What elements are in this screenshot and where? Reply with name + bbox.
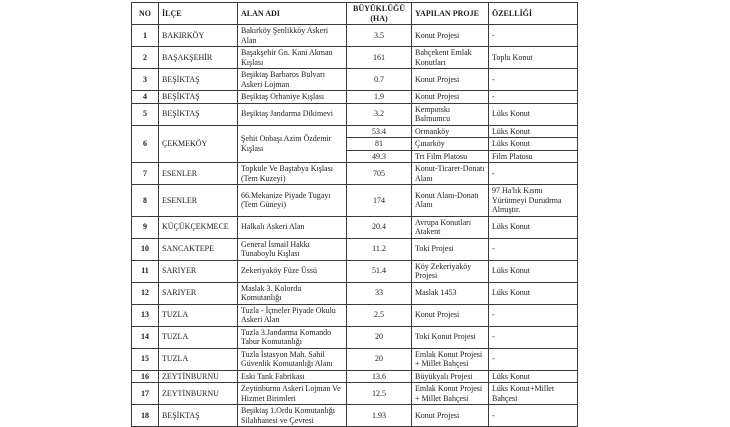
cell-ozellik: - [489,91,578,104]
cell-ilce: SARIYER [159,260,238,282]
cell-ilce: SANCAKTEPE [159,238,238,260]
table-row [132,69,578,91]
cell-ozellik: - [489,238,578,260]
column-header-proje: YAPILAN PROJE [412,3,489,25]
cell-ozellik: Lüks Konut [489,216,578,238]
table-row [132,326,578,348]
cell-no: 7 [132,163,159,185]
cell-proje: Konut Alanı-Donatı Alanı [412,185,489,217]
table-row [132,405,578,427]
cell-proje: Konut Projesi [412,91,489,104]
cell-proje: Emlak Konut Projesi + Millet Bahçesi [412,348,489,370]
cell-ilce: BAKIRKÖY [159,25,238,47]
cell-ilce: ZEYTİNBURNU [159,383,238,405]
cell-ilce: TUZLA [159,326,238,348]
cell-ozellik: - [489,163,578,185]
cell-buyukluk: 11.2 [347,238,412,260]
cell-proje: Bahçekent Emlak Konutları [412,47,489,69]
cell-ilce: BEŞİKTAŞ [159,103,238,125]
cell-buyukluk: 51.4 [347,260,412,282]
cell-alan: Beşiktaş Jandarma Dikimevi [238,103,347,125]
cell-buyukluk: 12.5 [347,383,412,405]
table-row [132,304,578,326]
cell-proje: Konut-Ticaret-Donatı Alanı [412,163,489,185]
cell-no: 9 [132,216,159,238]
cell-no: 8 [132,185,159,217]
cell-no: 14 [132,326,159,348]
header-row [132,3,578,25]
cell-ilce: ESENLER [159,185,238,217]
column-header-alan: ALAN ADI [238,3,347,25]
table-row [132,260,578,282]
cell-ozellik: Lüks Konut [489,260,578,282]
cell-proje: Toki Projesi [412,238,489,260]
cell-alan: Zekeriyaköy Füze Üssü [238,260,347,282]
cell-buyukluk: 705 [347,163,412,185]
cell-no: 3 [132,69,159,91]
cell-ozellik: Toplu Konut [489,47,578,69]
cell-buyukluk: 3.2 [347,103,412,125]
cell-no: 4 [132,91,159,104]
cell-proje: Konut Projesi [412,304,489,326]
table-row [132,238,578,260]
cell-ozellik: - [489,304,578,326]
cell-alan: Beşiktaş 1.Ordu Komutanlığı Silahhanesi ve Çevresi [238,405,347,427]
cell-no: 15 [132,348,159,370]
cell-ilce: BEŞİKTAŞ [159,405,238,427]
cell-alan: Şehit Onbaşı Azim Özdemir Kışlası [238,125,347,163]
cell-alan: Tuzla - İçmeler Piyade Okulu Askeri Alan [238,304,347,326]
cell-buyukluk: 13.6 [347,370,412,383]
cell-buyukluk: 1.9 [347,91,412,104]
table-row [132,383,578,405]
cell-proje: Büyükyalı Projesi [412,370,489,383]
table-body [132,25,578,427]
table-row [132,185,578,217]
cell-buyukluk: 33 [347,282,412,304]
cell-ilce: BAŞAKŞEHİR [159,47,238,69]
cell-buyukluk: 2.5 [347,304,412,326]
cell-alan: Zeytinburnu Askeri Lojman Ve Hizmet Birimleri [238,383,347,405]
cell-buyukluk: 49.3 [347,150,412,163]
cell-ilce: BEŞİKTAŞ [159,69,238,91]
cell-alan: Maslak 3. Kolordu Komutanlığı [238,282,347,304]
cell-no: 13 [132,304,159,326]
cell-ozellik: - [489,25,578,47]
cell-no: 12 [132,282,159,304]
cell-ilce: TUZLA [159,304,238,326]
cell-buyukluk: 20 [347,348,412,370]
cell-buyukluk: 174 [347,185,412,217]
cell-ilce: KÜÇÜKÇEKMECE [159,216,238,238]
cell-proje: Trt Film Platosu [412,150,489,163]
cell-ilce: TUZLA [159,348,238,370]
cell-ozellik: - [489,405,578,427]
cell-buyukluk: 20.4 [347,216,412,238]
cell-proje: Avrupa Konutları Atakent [412,216,489,238]
cell-alan: Topkule Ve Baştabya Kışlası (Tem Kuzeyi) [238,163,347,185]
table-row [132,47,578,69]
cell-buyukluk: 53.4 [347,125,412,138]
cell-ozellik: - [489,69,578,91]
cell-ozellik: Lüks Konut [489,125,578,138]
cell-alan: Beşiktaş Barbaros Bulvarı Askeri Lojman [238,69,347,91]
cell-proje: Ormanköy [412,125,489,138]
cell-buyukluk: 1.93 [347,405,412,427]
cell-proje: Konut Projesi [412,25,489,47]
column-header-no: NO [132,3,159,25]
cell-no: 1 [132,25,159,47]
cell-proje: Kempınskı Balmumcu [412,103,489,125]
table-row [132,25,578,47]
cell-alan: General İsmail Hakkı Tunaboylu Kışlası [238,238,347,260]
cell-ozellik: Lüks Konut [489,282,578,304]
cell-ilce: ZEYTİNBURNU [159,370,238,383]
cell-alan: Tuzla 3.Jandarma Komando Tabur Komutanlığı [238,326,347,348]
cell-proje: Konut Projesi [412,405,489,427]
cell-ilce: SARIYER [159,282,238,304]
cell-ilce: ESENLER [159,163,238,185]
cell-no: 18 [132,405,159,427]
table-row [132,91,578,104]
ilce-projects-table [131,2,578,427]
cell-buyukluk: 20 [347,326,412,348]
cell-buyukluk: 81 [347,138,412,151]
cell-ozellik: Lüks Konut [489,138,578,151]
table-row [132,125,578,138]
cell-alan: Bakırköy Şenlikköy Askeri Alan [238,25,347,47]
column-header-buyukluk: BÜYÜKLÜĞÜ (HA) [347,3,412,25]
cell-ozellik: Lüks Konut+Millet Bahçesi [489,383,578,405]
table-row [132,282,578,304]
cell-buyukluk: 0.7 [347,69,412,91]
cell-ozellik: Lüks Konut [489,370,578,383]
cell-proje: Köy Zekeriyaköy Projesi [412,260,489,282]
cell-ilce: ÇEKMEKÖY [159,125,238,163]
table-header [132,3,578,25]
table-row [132,348,578,370]
cell-no: 11 [132,260,159,282]
table-row [132,216,578,238]
cell-alan: 66.Mekanize Piyade Tugayı (Tem Güneyi) [238,185,347,217]
cell-no: 10 [132,238,159,260]
column-header-ozellik: ÖZELLİĞİ [489,3,578,25]
table-row [132,370,578,383]
cell-proje: Maslak 1453 [412,282,489,304]
cell-buyukluk: 161 [347,47,412,69]
cell-no: 17 [132,383,159,405]
cell-ozellik: - [489,326,578,348]
cell-alan: Beşiktaş Orhaniye Kışlası [238,91,347,104]
cell-alan: Halkalı Askeri Alan [238,216,347,238]
cell-proje: Emlak Konut Projesi + Millet Bahçesi [412,383,489,405]
cell-no: 6 [132,125,159,163]
cell-ilce: BEŞİKTAŞ [159,91,238,104]
cell-proje: Konut Projesi [412,69,489,91]
cell-proje: Çınarköy [412,138,489,151]
cell-no: 16 [132,370,159,383]
table-row [132,103,578,125]
cell-buyukluk: 3.5 [347,25,412,47]
table-row [132,163,578,185]
cell-proje: Toki Konut Projesi [412,326,489,348]
column-header-ilce: İLÇE [159,3,238,25]
cell-ozellik: Film Platosu [489,150,578,163]
cell-no: 2 [132,47,159,69]
cell-alan: Tuzla İstasyon Mah. Sahil Güvenlik Komutanlığı Alanı [238,348,347,370]
cell-no: 5 [132,103,159,125]
cell-ozellik: 97 Ha'lık Kısmı Yürütmeyi Durudrma Almıştır. [489,185,578,217]
cell-alan: Başakşehir Gn. Kani Akman Kışlası [238,47,347,69]
cell-alan: Eski Tank Fabrikası [238,370,347,383]
cell-ozellik: - [489,348,578,370]
cell-ozellik: Lüks Konut [489,103,578,125]
